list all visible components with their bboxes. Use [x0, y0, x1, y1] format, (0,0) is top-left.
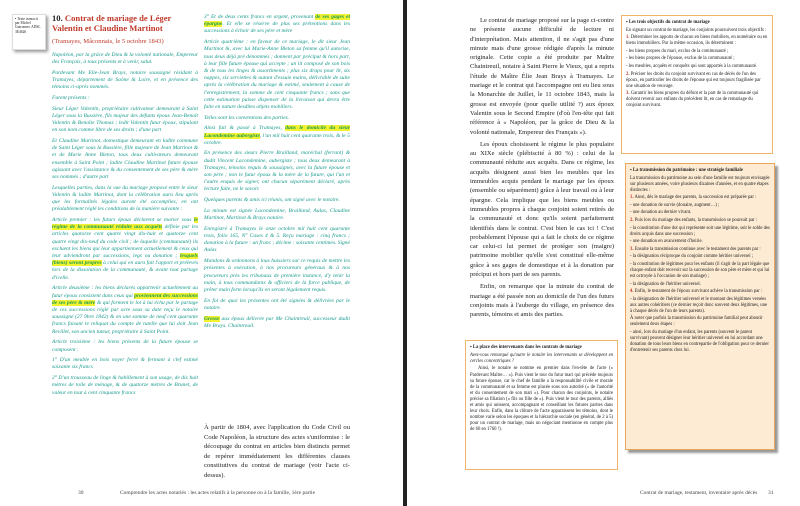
box-item	[630, 297, 770, 315]
box-item	[630, 195, 770, 201]
item-text: Ensuite la transmission continue avec le testament des parents par :	[634, 246, 761, 252]
objectives-box	[621, 15, 773, 154]
text-segment: Telles sont les conventions des parties.	[204, 114, 290, 121]
text-segment: En foi de quoi les présentes ont été signées & délivrées par le notaire.	[204, 297, 350, 311]
box-heading: ▪ Les trois objectifs du contrat de mariage	[626, 20, 710, 25]
participants-box	[465, 340, 618, 470]
transcription-column-2	[204, 14, 350, 333]
highlighted-text: le régime de la communauté réduite aux acquêts	[52, 217, 198, 231]
body-paragraph: Enfin, on remarque que la minute du contrat de mariage a été passée non au domicile de l'un des futurs conjoints mais à l'auberge du village, en présence des parents, témoins et amis des parties.	[470, 283, 614, 319]
transcription-paragraph	[204, 115, 350, 122]
transcription-paragraph	[52, 285, 198, 335]
page-number: 30	[78, 490, 84, 496]
transcription-paragraph	[52, 138, 198, 181]
box-item	[630, 176, 770, 194]
transcription-paragraph	[204, 226, 350, 255]
box-question: Avez-vous remarqué qu'outre le notaire les intervenants se développent en cercles concentriques ?	[470, 352, 613, 364]
item-text: - la constitution de légitimes pour les enfants (il s'agit de la part légale que chaque enfant doit recevoir sur la succession de son père et mère et qui lui est octroyée à l'occasion de son mariage) ;	[630, 261, 770, 279]
item-number: 3.	[630, 246, 634, 252]
box-intro: En signant un contrat de mariage, les conjoints poursuivent trois objectifs :	[626, 27, 767, 33]
transcription-paragraph	[52, 185, 198, 214]
item-text: - une donation au dernier vivant.	[630, 210, 692, 216]
document-title	[52, 14, 202, 33]
transcription-paragraph	[204, 150, 350, 193]
transcription-paragraph	[204, 258, 350, 294]
box-item	[626, 35, 768, 47]
highlighted-text: lesquels (biens) seront propres	[52, 253, 198, 267]
box-item	[630, 262, 770, 280]
text-segment: Sieur Léger Valentin, propriétaire cultivateur demeurant à Saint Léger sous la Bussière, fils majeur des défunts époux Jean-Benoît Valentin & Benoîte Thomas ; ledit Valentin futur époux, stipulant en son nom comme libre de ses droits ; d'une part	[52, 105, 198, 134]
text-segment: La minute est signée Lacondemine, Brailland, Aulas, Claudine Martinot, Martinot & Brays notaire.	[204, 207, 350, 222]
item-text: - les biens propres de l'épouse, exclus de la communauté ;	[626, 56, 735, 62]
text-segment: Quelques parents & amis ici réunis, ont signé avec le notaire.	[204, 197, 340, 204]
text-segment: 1° D'un meuble en bois noyer ferré & fermant à clef estimé soixante six francs	[52, 357, 198, 371]
box-item	[630, 210, 770, 216]
transcription-paragraph	[52, 52, 198, 66]
commentary-paragraph: À partir de 1804, avec l'application du Code Civil ou Code Napoléon, la structure des actes s'uniformise : le découpage du contrat en articles bien distincts permet de repérer immédiatement les différentes clauses constitutives du contrat de mariage (voir l'acte ci-dessus).	[204, 424, 350, 479]
box-item	[630, 218, 770, 224]
text-segment: Napoléon, par la grâce de Dieu & la volonté nationale, Empereur des Français, à tous présents et à venir, salut.	[52, 52, 198, 66]
item-text: Puis lors du mariage des enfants, la transmission se poursuit par :	[634, 217, 758, 223]
text-segment: Furent présents :	[52, 95, 90, 102]
item-text: - une donation de survie (douaire, augment…) ;	[630, 202, 720, 208]
transcription-paragraph	[204, 197, 350, 204]
box-item	[630, 203, 770, 209]
item-text: - les meubles, acquêts et conquêts qui sont apportés à la communauté.	[626, 63, 758, 69]
text-segment: Article quatrième : en faveur de ce mariage, le dit sieur Jean Martinot &, avec lui Marie-Anne Bleton sa femme qu'il autorise, tous deux déjà pré dénommés ; donnent par préciput & hors part, à leur fille future épouse qui accepte ; un lit composé de son bois & de tous les linges & assortiments ; plus six draps pour lit, six nappes, six serviettes & autant d'essuie mains, délivrable de suite après la célébration du mariage & estimé, seulement à cause de l'enregistrement, la somme de cent cinquante francs ; sans que cette estimation puisse dispenser de la livraison qui devra être faite en nature desdites objets mobiliers.	[204, 39, 350, 110]
item-text: Ainsi, dès le mariage des parents, la succession est préparée par :	[634, 195, 757, 201]
running-title: Comprendre les actes notariés : les actes relatifs à la personne ou à la famille, 1ère partie	[120, 490, 316, 496]
box-heading: ▪ La place des intervenants dans les contrats de mariage	[470, 345, 582, 350]
text-segment: 3° Et de deux cents francs en argent, provenant	[204, 14, 316, 20]
text-segment: Pardevant Me Elie-Jean Brays, notaire soussigné résidant à Tramayes, département de Saône & Loire, et en présence des témoins ci-après nommés.	[52, 69, 198, 91]
text-segment: aux époux délivrée par Me Chaintreuil, successeur dudit Me Brays. Chaintreuil.	[204, 315, 350, 329]
text-segment: Enregistré à Tramayes le onze octobre mil huit cent quarante trois, folio 165, N° Cases 4 & 5. Reçu mariage : cinq francs ; donation à la future : un franc ; décime : soixante centimes. Signé Aulas	[204, 225, 350, 254]
item-text: - la constitution d'une dot qui représente soit une légitime, soit le solde des droits acquis dans une succession ;	[630, 225, 770, 237]
transcription-paragraph	[52, 95, 198, 102]
box-text: Ainsi, le notaire se nomme en premier dans l'en-tête de l'acte (« Pardevant Maître… »). Puis vient le tour du futur mari qui précède toujours sa future épouse, car le chef de famille a la responsabilité civile et morale de la communauté et sa femme est placée sous son autorité (« de l'autorité et du consentement de son mari »). Pour chacun des conjoints, le notaire précise sa filiation (« fils ou fille de »). Puis vient le tour des parents, alliés et amis qui unissent, accompagnant et conseillant les futures parties dans leur choix. Enfin, dans la clôture de l'acte apparaissent les témoins, dont le nombre varie selon les époques et la hiérarchie sociale (en général, de 2 à 5) pour un contrat de mariage, mais un négociant mentionne en compte plus de 60 en 1760 !).	[470, 366, 613, 433]
text-segment: Article premier : les futurs époux déclarent se marier sous	[52, 217, 195, 224]
text-segment: Article deuxième : les biens déclarés appartenir actuellement au futur époux consistent dans ceux qui	[52, 285, 198, 299]
box-item	[630, 289, 770, 295]
text-segment: & qui forment le lot à lui échu par le partage de ces successions réglé par acte sous sa date reçu le notaire soussigné (27 9bre 1842) & en une somme de neuf cent quarante francs faisant le reliquat du compte de tutelle que lui doit Jean Revillet, son ancien tuteur, propriétaire à Saint Point.	[52, 299, 198, 335]
body-paragraph: Le contrat de mariage proposé sur la page ci-contre ne présente aucune difficulté de lecture ni d'interprétation. Mais attention, il ne s'agit pas d'une minute mais d'une grosse rédigée d'après la minute originale. Cette copie a été produite par Maître Chaintreuil, notaire à Saint Pierre le Vieux, qui a repris l'étude de Maître Élie Jean Brays à Tramayes. Le mariage et le contrat qui l'accompagne ont eu lieu sous la Monarchie de Juillet, le 11 octobre 1843, mais la grosse est envoyée (pour quelle utilité ?) aux époux Valentin sous le Second Empire (d'où l'en-tête qui fait référence à « Napoléon, par la grâce de Dieu & la volonté nationale, Empereur des Français »).	[470, 17, 614, 136]
item-text: À noter que parfois la transmission du patrimoine familial peut aboutir seulement deux étapes :	[630, 316, 763, 328]
box-item	[630, 330, 770, 354]
item-text: La transmission du patrimoine au sein d'une famille est toujours envisagée sur plusieurs années, voire plusieurs dizaines d'années, et en quatre étapes distinctes :	[630, 175, 770, 193]
item-number: 1.	[630, 195, 634, 201]
transcription-paragraph	[52, 357, 198, 371]
item-number: 4.	[630, 289, 634, 295]
box-item	[626, 49, 768, 55]
box-item	[626, 91, 768, 109]
text-segment: Mandons & ordonnons à tous huissiers sur ce requis de mettre les présentes à exécution, à nos procureurs généraux & à nos procureurs près les tribunaux de première instance, d'y tenir la main, à tous commandants & officiers de la force publique, de prêter main forte lorsqu'ils en seront légalement requis.	[204, 258, 350, 293]
body-paragraph: Les époux choisissent le régime le plus populaire au XIXe siècle (plébiscité à 80 %) : celui de la communauté réduite aux acquêts. Dans ce régime, les acquêts désignent aussi bien les meubles que les immeubles acquis pendant le mariage par les époux (ensemble ou séparément) grâce à leur travail ou à leur épargne. Cela implique que les biens meubles ou immeubles propres à chaque conjoint soient retirés de la communauté et donc qu'ils soient parfaitement identifiés dans le contrat. C'est bien le cas ici ! C'est probablement l'épouse qui a fait le choix de ce régime car celui-ci lui permet de protéger son (maigre) patrimoine mobilier qu'elle s'est constitué elle-même grâce à ses gages de domestique et à la donation par préciput et hors part de ses parents.	[470, 140, 614, 279]
highlighted-text: dans le domicile du sieur Lacondemine aubergiste	[204, 125, 351, 139]
document-subtitle: (Tramayes, Mâconnais, le 5 octobre 1843)	[52, 38, 164, 45]
highlighted-text: de ses gages et épargne	[204, 14, 350, 28]
box-item	[630, 282, 770, 288]
transcription-paragraph	[52, 70, 198, 92]
item-text: Déterminer les apports de chacun en biens mobiliers, en numéraire ou en biens immobiliers. Par la même occasion, ils déterminent :	[626, 35, 768, 47]
item-text: - les biens propres du mari, exclus de la communauté ;	[626, 48, 729, 54]
box-item	[626, 72, 768, 90]
main-text	[470, 16, 614, 323]
transcription-paragraph	[204, 14, 350, 36]
text-segment: définie par les articles quatorze cent quatre vingt dix-huit et quatorze cent quatre vingt dix-neuf du code civil ; de laquelle (communauté) ils excluent les biens qui leur appartiennent actuellement & ceux qui leur adviendront par successions, legs ou donation ;	[52, 224, 199, 260]
item-text: - la désignation de l'héritier universel et le montant des légitimes versées aux autres cohéritiers (ce dernier reçoit donc souvent deux légitimes, une à chaque décès de l'un de leurs parents).	[630, 296, 768, 314]
text-segment: 2° D'un trousseau de linge & habillement à son usage, de dix huit mètres de toile de ménage, & de quatorze mètres de Brunet, de valeur en tout à cent cinquante francs	[52, 375, 198, 396]
transcription-paragraph	[52, 106, 198, 135]
box-item	[630, 316, 770, 328]
box-item	[630, 247, 770, 253]
transcription-paragraph	[204, 208, 350, 222]
item-number: 2.	[626, 71, 630, 77]
item-text: Enfin, le testament de l'époux survivant achève la transmission par :	[634, 289, 763, 295]
page-number-right: 31	[768, 490, 774, 496]
text-segment: à celui qui en aura fait l'apport et prélevés lors de la dissolution de la communauté, & avant tout partage d'icelle.	[52, 260, 198, 281]
box-item	[630, 254, 770, 260]
text-segment: Lesquelles parties, dans la vue du mariage proposé entre le sieur Valentin & ladite Martinot, dont la célébration aura lieu après que les formalités légales auront été accomplies, en ont préalablement réglé les conditions de la manière suivante :	[52, 184, 198, 213]
box-item	[630, 226, 770, 238]
transcription-paragraph	[204, 298, 350, 312]
transcription-paragraph	[204, 316, 350, 330]
title-number: 10.	[52, 13, 63, 23]
item-number: 2.	[630, 217, 634, 223]
highlighted-text: Grosse	[204, 315, 220, 322]
transcription-paragraph	[52, 339, 198, 353]
item-text: - la désignation réciproque du conjoint comme héritier universel ;	[630, 254, 754, 260]
transcription-column-1	[52, 52, 198, 400]
box-item	[626, 56, 768, 62]
transcription-paragraph	[204, 125, 350, 147]
text-segment: Article troisième : les biens présents de la future épouse se composent :	[52, 339, 198, 353]
transcription-paragraph	[52, 375, 198, 397]
box-item	[626, 64, 768, 70]
text-segment: Ainsi fait & passé à Tramayes,	[204, 125, 286, 132]
item-number: 3.	[626, 91, 630, 97]
item-text: - une donation en avancement d'hoirie.	[630, 239, 703, 245]
transmission-box	[625, 163, 775, 450]
highlighted-text: proviennent des successions de ses père & mère	[52, 292, 198, 306]
transcription-note: • Texte transcrit par Michel Guironnet. ADSL 3E4626	[12, 14, 46, 50]
text-segment: En présence des sieurs Pierre Brailland, maréchal (ferrant) & dudit Vincent Lacondemine, aubergiste ; tous deux demeurant à Tramayes, témoins requis & soussignés, avec la future épouse et son père ; non le futur époux & la mère de la future, qui l'un et l'autre enquis de signer, ont chacun séparément déclaré, après lecture faite, ne le savoir.	[204, 150, 350, 193]
text-segment: . Et elle se réserve de plus ses prétentions dans les successions à échoir de ses père et mère	[204, 21, 350, 35]
text-segment: Et Claudine Martinot, domestique demeurant en ladite commune de Saint Léger sous la Bussière, fille majeure de Jean Martinot & et de Marie Anne Bleton, tous deux cultivateurs demeurant ensemble à Saint Point ; ladite Claudine Martinot future épouse agissant avec l'assistance & du consentement de ses père & mère ses nommés ; d'autre part	[52, 138, 198, 181]
transcription-paragraph	[52, 217, 198, 282]
box-item	[630, 239, 770, 245]
item-text: - ainsi, lors du mariage d'un enfant, les parents (souvent le parent survivant) peuvent désigner leur héritier universel en lui accordant une donation de tous leurs biens en contrepartie de l'obligation pour ce dernier d'entretenir ses parents chez lui.	[630, 329, 769, 353]
item-text: Préciser les droits du conjoint survivant en cas de décès de l'un des époux, en particulier les droits de l'épouse qui est toujours fragilisée par une situation de veuvage.	[626, 71, 761, 89]
item-text: Garantir les biens propres du défunt et la part de la communauté qui doivent revenir aux enfants du précédent lit, en cas de remariage du conjoint survivant.	[626, 91, 759, 109]
box-heading: ▪ La transmission du patrimoine : une stratégie familiale	[630, 168, 743, 173]
text-segment: , l'an mil huit cent quarante trois, & le 5 octobre.	[204, 132, 350, 146]
title-text: Contrat de mariage de Léger Valentin et Claudine Martinot	[52, 13, 172, 33]
item-text: - la désignation de l'héritier universel.	[630, 281, 701, 287]
transcription-paragraph	[204, 39, 350, 111]
running-title-right: Contrat de mariage, testament, inventaire après décès	[640, 490, 758, 496]
item-number: 1.	[626, 35, 630, 41]
